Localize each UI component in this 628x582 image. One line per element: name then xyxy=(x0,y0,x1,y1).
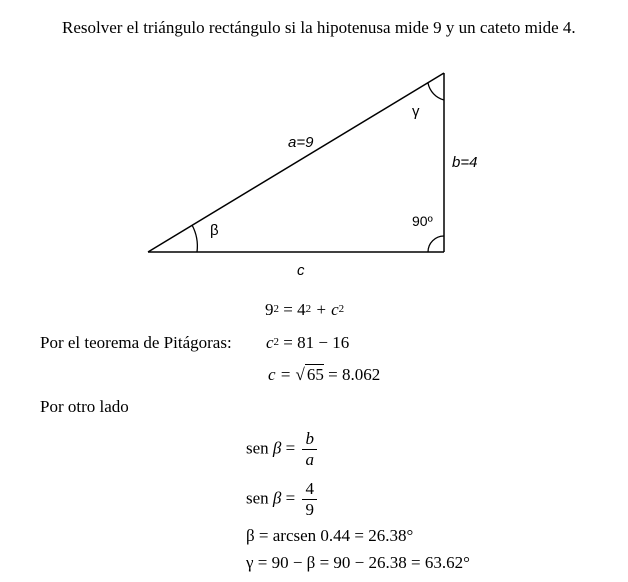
eq2-base: c xyxy=(266,333,274,352)
eq3-left: c = xyxy=(268,365,296,384)
sen-word: sen xyxy=(246,438,269,458)
fraction-num: b xyxy=(302,429,317,450)
eq1-base: 9 xyxy=(265,300,274,319)
right-angle-arc xyxy=(428,236,444,252)
fraction-den: a xyxy=(305,450,314,469)
fraction-b-over-a xyxy=(302,429,317,470)
problem-statement: Resolver el triángulo rectángulo si la hipotenusa mide 9 y un cateto mide 4. xyxy=(62,18,576,37)
eq1-exp3: 2 xyxy=(338,303,345,315)
side-c-label: c xyxy=(297,262,305,279)
eq3-right: = 8.062 xyxy=(323,365,381,384)
pythagoras-eq3 xyxy=(268,365,380,385)
gamma-eq: γ = 90 − β = 90 − 26.38 = 63.62° xyxy=(246,553,470,572)
pythagoras-eq1 xyxy=(265,300,344,320)
pythagoras-intro: Por el teorema de Pitágoras: xyxy=(40,333,232,352)
eq2-right: = 81 − 16 xyxy=(279,333,350,352)
beta-angle-arc xyxy=(192,225,197,252)
beta-symbol: β xyxy=(272,438,282,458)
eq1-exp2: 2 xyxy=(305,303,312,315)
eq3-radicand: 65 xyxy=(306,365,324,384)
eq1-mid: = 4 xyxy=(279,300,306,319)
right-angle-label: 90º xyxy=(412,213,433,229)
pythagoras-eq2 xyxy=(266,333,349,353)
sen-word: sen xyxy=(246,488,269,508)
beta-label: β xyxy=(210,222,219,239)
equals-sign: = xyxy=(285,438,296,458)
gamma-angle-arc xyxy=(428,83,444,100)
eq1-exp: 2 xyxy=(273,303,279,315)
eq2-exp: 2 xyxy=(273,336,280,348)
eq1-plus: + c xyxy=(311,300,339,319)
hypotenuse-label: a=9 xyxy=(288,134,314,151)
gamma-label: γ xyxy=(412,103,420,120)
fraction-4-over-9 xyxy=(302,479,317,520)
fraction-den: 9 xyxy=(305,500,314,519)
beta-symbol: β xyxy=(272,488,282,508)
arcsen-eq: β = arcsen 0.44 = 26.38° xyxy=(246,526,414,545)
other-intro: Por otro lado xyxy=(40,397,129,416)
equals-sign: = xyxy=(285,488,296,508)
fraction-num: 4 xyxy=(302,479,317,500)
sqrt-symbol: √ xyxy=(295,365,305,384)
sine-eq2 xyxy=(246,479,317,520)
side-b-label: b=4 xyxy=(452,154,478,171)
sine-eq1 xyxy=(246,429,317,470)
